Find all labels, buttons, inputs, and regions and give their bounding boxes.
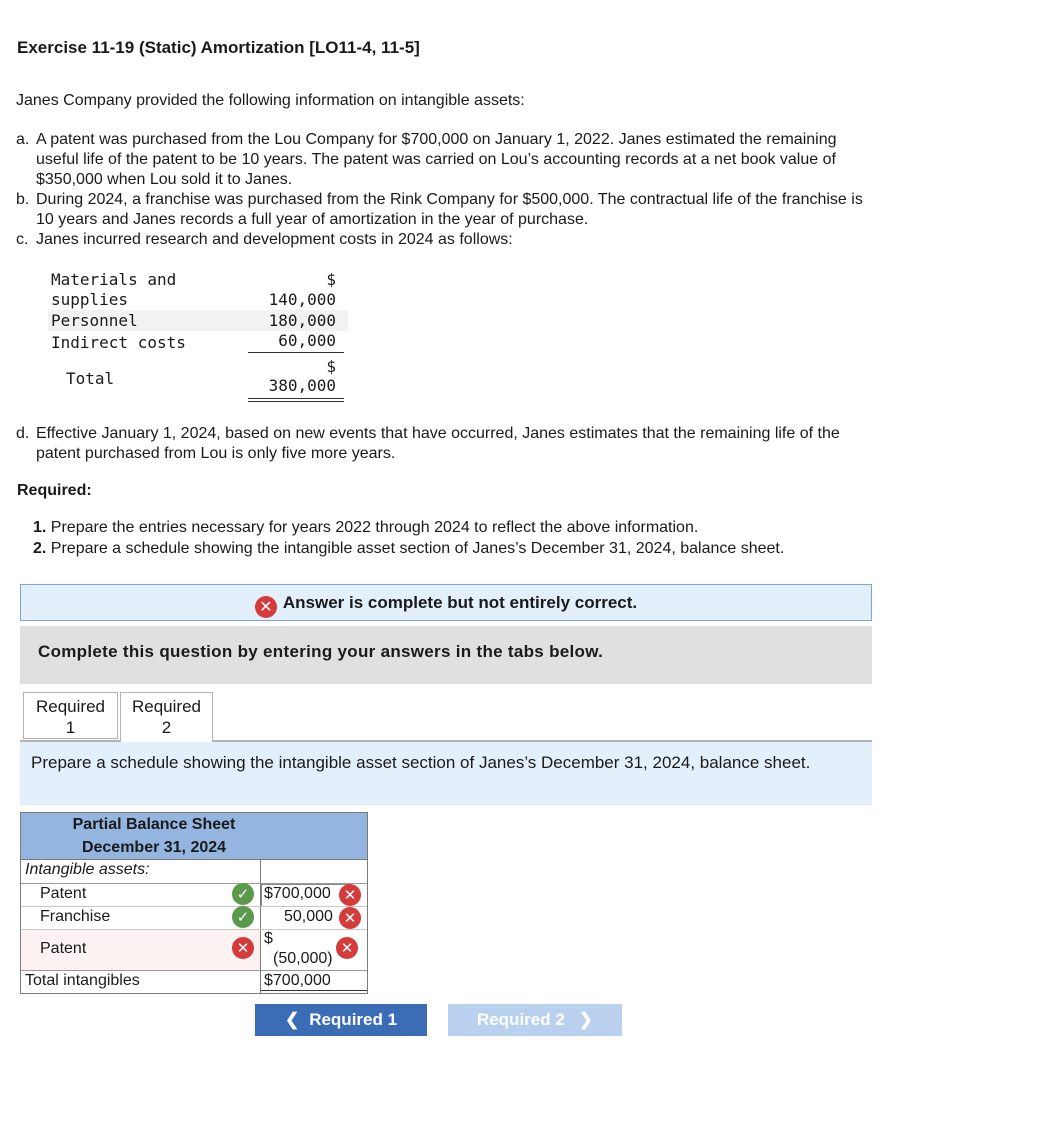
item-letter: d.	[16, 425, 30, 442]
cost-label: Indirect costs	[51, 333, 186, 352]
prev-button[interactable]	[255, 1004, 427, 1036]
item-a	[16, 130, 837, 190]
item-line: useful life of the patent to be 10 years. The patent was carried on Lou’s accounting records at a net book value of	[36, 151, 836, 168]
item-letter: a.	[16, 131, 30, 148]
bs-row-label: Patent	[40, 940, 87, 957]
cost-currency: $	[326, 270, 336, 289]
rd-costs-table	[48, 270, 348, 410]
tab-prompt	[20, 742, 872, 805]
cost-value: 140,000	[268, 290, 336, 309]
check-icon: ✓	[232, 906, 254, 928]
required-item	[33, 519, 698, 537]
bs-row-label: Franchise	[40, 908, 111, 925]
cost-value: 180,000	[268, 311, 336, 330]
banner-text: Answer is complete but not entirely correct.	[282, 593, 638, 612]
next-button[interactable]	[448, 1004, 622, 1036]
balance-sheet-date: December 31, 2024	[81, 839, 227, 856]
row-rule	[21, 906, 367, 907]
section-label: Intangible assets:	[25, 861, 150, 878]
item-d	[16, 424, 840, 464]
total-value: 380,000	[268, 376, 336, 395]
required-heading: Required:	[17, 482, 92, 499]
cost-label: supplies	[51, 290, 129, 309]
x-icon: ✕	[339, 907, 361, 929]
tab-number: 1	[65, 718, 76, 737]
total-label: Total intangibles	[25, 972, 140, 989]
double-rule	[261, 990, 367, 991]
bs-row-value: 50,000	[284, 908, 333, 925]
instructions-panel	[20, 626, 872, 684]
item-letter: c.	[16, 231, 29, 248]
bs-row-label: Patent	[40, 885, 87, 902]
x-icon: ✕	[336, 937, 358, 959]
check-icon: ✓	[232, 883, 254, 905]
required-text: Prepare a schedule showing the intangible asset section of Janes’s December 31, 2024, balance sheet.	[50, 540, 785, 557]
item-line: Effective January 1, 2024, based on new events that have occurred, Janes estimates that the remaining life of the	[36, 425, 840, 442]
required-number: 2.	[33, 540, 47, 557]
instructions-text: Complete this question by entering your answers in the tabs below.	[38, 642, 604, 661]
required-number: 1.	[33, 519, 47, 536]
tab-required-1[interactable]	[23, 692, 118, 739]
balance-sheet-title: Partial Balance Sheet	[72, 816, 236, 833]
total-label: Total	[66, 369, 115, 388]
tab-label: Required	[132, 697, 201, 716]
result-banner	[20, 584, 872, 621]
balance-sheet-header	[21, 813, 367, 860]
item-line: 10 years and Janes records a full year of amortization in the year of purchase.	[36, 211, 589, 228]
x-icon: ✕	[232, 937, 254, 959]
item-b	[16, 190, 863, 230]
item-line: $350,000 when Lou sold it to Janes.	[36, 171, 293, 188]
prompt-text: Prepare a schedule showing the intangible asset section of Janes’s December 31, 2024, balance sheet.	[31, 753, 811, 772]
intro-text: Janes Company provided the following information on intangible assets:	[16, 92, 525, 109]
next-label: Required 2	[476, 1010, 565, 1029]
row-rule	[21, 970, 367, 971]
cost-value: 60,000	[278, 331, 336, 350]
item-line: Janes incurred research and development costs in 2024 as follows:	[36, 231, 513, 248]
double-rule	[248, 401, 344, 402]
tab-label: Required	[36, 697, 105, 716]
x-icon: ✕	[339, 884, 361, 906]
page-title: Exercise 11-19 (Static) Amortization [LO11-4, 11-5]	[17, 38, 420, 57]
subtotal-rule	[248, 352, 344, 353]
item-c	[16, 230, 513, 250]
bs-row-value: $700,000	[264, 885, 331, 902]
item-line: During 2024, a franchise was purchased from the Rink Company for $500,000. The contractual life of the franchise is	[36, 191, 863, 208]
tab-required-2[interactable]	[120, 692, 213, 741]
chevron-right-icon: ❯	[578, 1010, 594, 1029]
chevron-left-icon: ❮	[284, 1010, 300, 1029]
double-rule	[248, 398, 344, 399]
error-icon: ✕	[255, 596, 277, 618]
bs-row-value: (50,000)	[273, 950, 333, 967]
item-letter: b.	[16, 191, 30, 208]
item-line: patent purchased from Lou is only five more years.	[36, 445, 396, 462]
bs-row-currency: $	[264, 930, 273, 947]
column-divider	[260, 860, 261, 993]
prev-label: Required 1	[309, 1010, 398, 1029]
required-item	[33, 540, 784, 558]
tab-number: 2	[161, 718, 172, 737]
cost-label: Personnel	[51, 311, 138, 330]
total-value: $700,000	[264, 972, 331, 989]
total-currency: $	[326, 357, 336, 376]
required-text: Prepare the entries necessary for years 2022 through 2024 to reflect the above information.	[50, 519, 699, 536]
cost-label: Materials and	[51, 270, 177, 289]
item-line: A patent was purchased from the Lou Company for $700,000 on January 1, 2022. Janes estimated the remaining	[36, 131, 837, 148]
balance-sheet	[20, 812, 368, 994]
